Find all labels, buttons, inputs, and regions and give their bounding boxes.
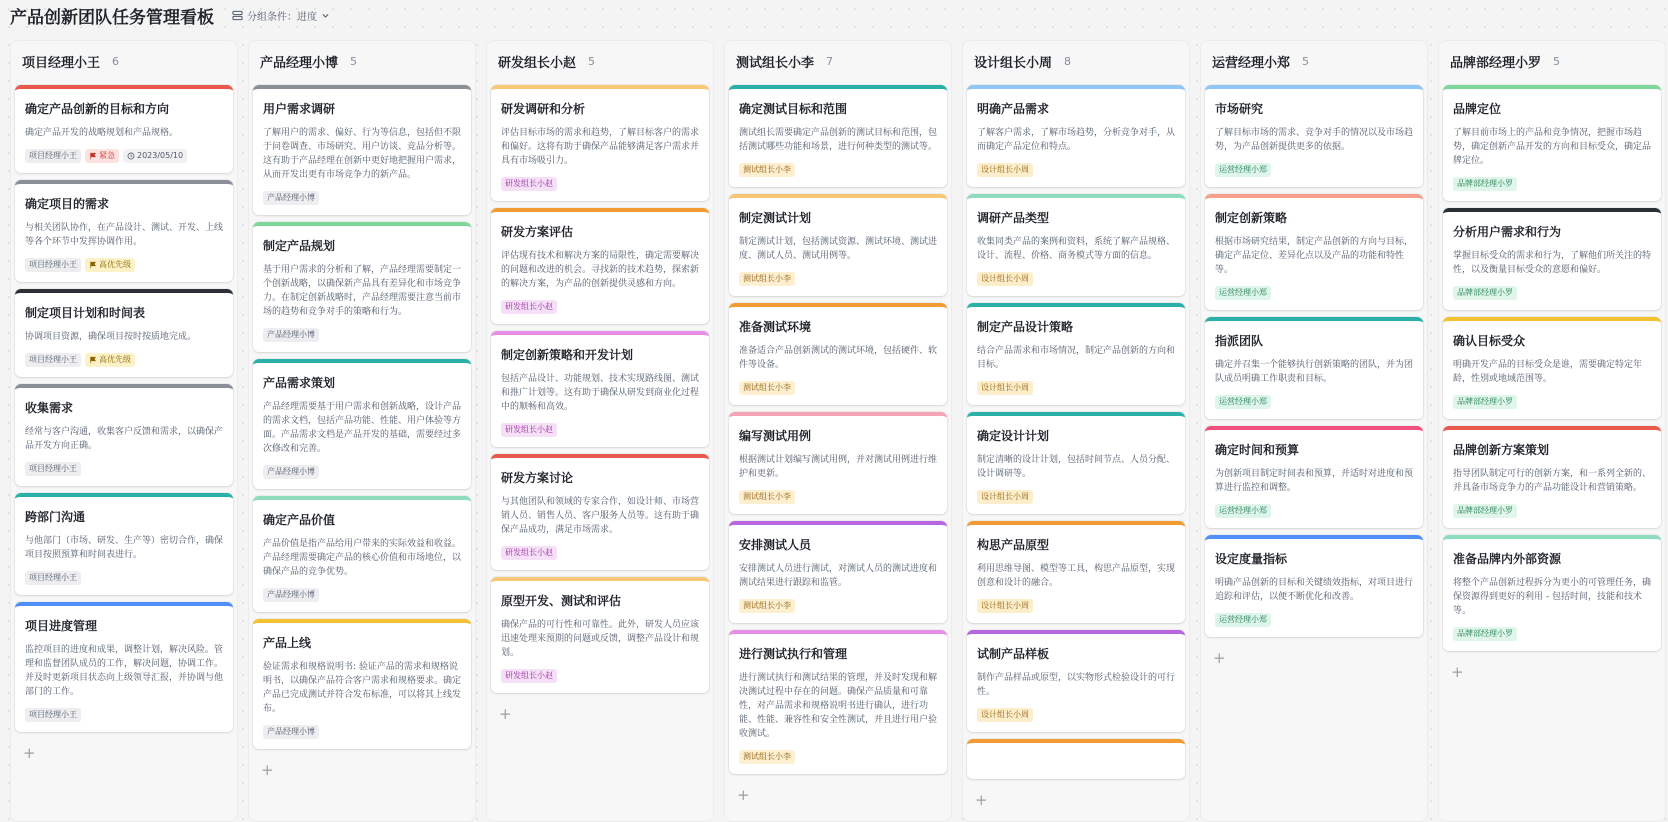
add-card-button[interactable]: +: [499, 705, 512, 723]
assignee-tag: [977, 599, 1033, 613]
column-name: 产品经理小博: [260, 55, 339, 71]
card-title: 研发方案评估: [501, 225, 574, 239]
card-title: 设定度量指标: [1215, 552, 1288, 566]
task-card[interactable]: [1443, 208, 1661, 310]
card-title: 制定产品规划: [263, 239, 336, 253]
board-column: [724, 40, 952, 822]
tag-label: 运营经理小郑: [1219, 288, 1267, 297]
card-tags: [263, 465, 461, 479]
card-title: 试制产品样板: [977, 647, 1050, 661]
tag-label: 品牌部经理小罗: [1457, 506, 1513, 515]
tag-label: 研发组长小赵: [505, 302, 553, 311]
task-card[interactable]: [15, 289, 233, 377]
card-description: 与其他团队和领域的专家合作，如设计师、市场营销人员、销售人员、客户服务人员等。这有助于确保产品成功，满足市场需求。: [501, 497, 700, 535]
column-name: 设计组长小周: [974, 55, 1053, 71]
card-tags: [1453, 286, 1651, 300]
card-description: 评估现有技术和解决方案的局限性，确定需要解决的问题和改进的机会。寻找新的技术趋势，探索新的解决方案，为产品的创新提供灵感和方向。: [501, 251, 700, 289]
card-tags: [1453, 627, 1651, 641]
card-tags: [25, 571, 223, 585]
card-description: 确定并召集一个能够执行创新策略的团队，并为团队成员明确工作职责和目标。: [1215, 360, 1414, 384]
task-card[interactable]: [253, 359, 471, 489]
card-list: [15, 81, 233, 767]
tag-label: 项目经理小王: [29, 710, 77, 719]
assignee-tag: [739, 272, 795, 286]
card-description: 包括产品设计、功能规划、技术实现路线图、测试和推广计划等。这有助于确保从研发到商业化过程中的顺畅和高效。: [501, 374, 700, 412]
priority-tag: [85, 353, 135, 367]
board-column: [248, 40, 476, 822]
card-list: [491, 81, 709, 728]
card-description: 安排测试人员进行测试，对测试人员的测试进度和测试结果进行跟踪和监管。: [739, 564, 938, 588]
card-title: 确认目标受众: [1453, 334, 1526, 348]
card-description: 根据市场研究结果，制定产品创新的方向与目标，确定产品定位、差异化点以及产品的功能和特性等。: [1215, 237, 1414, 275]
card-title: 制定产品设计策略: [977, 320, 1074, 334]
tag-label: 测试组长小李: [743, 492, 791, 501]
tag-label: 品牌部经理小罗: [1457, 288, 1513, 297]
card-tags: [977, 708, 1175, 722]
task-card[interactable]: [253, 619, 471, 749]
column-name: 品牌部经理小罗: [1450, 55, 1542, 71]
task-card[interactable]: [729, 303, 947, 405]
assignee-tag: [263, 465, 319, 479]
assignee-tag: [977, 490, 1033, 504]
card-tags: [1215, 504, 1413, 518]
assignee-tag: [501, 423, 557, 437]
card-description: 明确产品创新的目标和关键绩效指标，对项目进行追踪和评估，以便不断优化和改善。: [1215, 578, 1414, 602]
card-title: 确定测试目标和范围: [739, 102, 848, 116]
card-title: 用户需求调研: [263, 102, 336, 116]
task-card[interactable]: [491, 85, 709, 201]
card-title: 项目进度管理: [25, 619, 98, 633]
card-description: 了解目前市场上的产品和竞争情况，把握市场趋势，确定创新产品开发的方向和目标受众，确定品牌定位。: [1453, 128, 1652, 166]
card-tags: [1453, 177, 1651, 191]
tag-label: 设计组长小周: [981, 492, 1029, 501]
card-title: 编写测试用例: [739, 429, 812, 443]
card-title: 确定设计计划: [977, 429, 1050, 443]
assignee-tag: [501, 669, 557, 683]
task-card[interactable]: [729, 85, 947, 187]
card-description: 利用思维导图、模型等工具，构思产品原型，实现创意和设计的融合。: [977, 564, 1176, 588]
task-card[interactable]: [1443, 426, 1661, 528]
column-header[interactable]: [253, 41, 471, 81]
task-card[interactable]: [1205, 194, 1423, 310]
tag-label: 品牌部经理小罗: [1457, 397, 1513, 406]
card-title: 研发方案讨论: [501, 471, 574, 485]
tag-label: 高优先级: [99, 260, 131, 269]
assignee-tag: [739, 381, 795, 395]
tag-label: 项目经理小王: [29, 573, 77, 582]
card-tags: [263, 588, 461, 602]
assignee-tag: [501, 300, 557, 314]
card-description: 了解客户需求，了解市场趋势，分析竞争对手，从而确定产品定位和特点。: [977, 128, 1176, 152]
task-card[interactable]: [491, 577, 709, 693]
assignee-tag: [263, 725, 319, 739]
assignee-tag: [1453, 627, 1517, 641]
task-card[interactable]: [967, 521, 1185, 623]
card-title: 调研产品类型: [977, 211, 1050, 225]
card-list: [967, 81, 1185, 814]
card-description: 进行测试执行和测试结果的管理，并及时发现和解决测试过程中存在的问题。确保产品质量和可靠性，对产品需求和规格说明书进行确认，进行功能、性能、兼容性和安全性测试，并且进行用户验收测试。: [739, 673, 938, 739]
tag-label: 高优先级: [99, 355, 131, 364]
clock-icon: [127, 152, 135, 160]
card-tags: [263, 328, 461, 342]
assignee-tag: [739, 163, 795, 177]
tag-label: 产品经理小博: [267, 193, 315, 202]
assignee-tag: [1215, 163, 1271, 177]
card-title: 跨部门沟通: [25, 510, 86, 524]
card-tags: [25, 353, 223, 367]
assignee-tag: [1453, 395, 1517, 409]
column-count: 5: [1302, 54, 1310, 68]
card-tags: [977, 490, 1175, 504]
assignee-tag: [977, 163, 1033, 177]
tag-label: 设计组长小周: [981, 383, 1029, 392]
due-date-tag: [123, 149, 187, 163]
board-column: [962, 40, 1190, 822]
card-description: 协调项目资源，确保项目按时按质地完成。: [25, 332, 197, 342]
assignee-tag: [263, 588, 319, 602]
board-column: [10, 40, 238, 822]
tag-label: 产品经理小博: [267, 590, 315, 599]
header: [0, 0, 1668, 30]
card-tags: [977, 599, 1175, 613]
task-card[interactable]: [253, 222, 471, 352]
tag-label: 产品经理小博: [267, 330, 315, 339]
card-tags: [25, 258, 223, 272]
board-column: [1200, 40, 1428, 822]
tag-label: 运营经理小郑: [1219, 397, 1267, 406]
tag-label: 项目经理小王: [29, 151, 77, 160]
card-list: [1443, 81, 1661, 686]
card-title: 制定创新策略和开发计划: [501, 348, 634, 362]
assignee-tag: [739, 750, 795, 764]
kanban-board: [10, 40, 1666, 822]
task-card[interactable]: [729, 630, 947, 774]
card-title: 收集需求: [25, 401, 74, 415]
task-card[interactable]: [967, 412, 1185, 514]
card-description: 准备适合产品创新测试的测试环境，包括硬件、软件等设备。: [739, 346, 938, 370]
tag-label: 测试组长小李: [743, 165, 791, 174]
card-title: 市场研究: [1215, 102, 1264, 116]
card-tags: [739, 490, 937, 504]
task-card[interactable]: [491, 454, 709, 570]
card-title: 安排测试人员: [739, 538, 812, 552]
task-card[interactable]: [253, 85, 471, 215]
add-card-button[interactable]: +: [261, 761, 274, 779]
card-description: 将整个产品创新过程拆分为更小的可管理任务，确保资源得到更好的利用 - 包括时间，技能和技术等。: [1453, 578, 1652, 616]
priority-tag: [85, 149, 119, 163]
card-description: 确定产品开发的战略规划和产品规格。: [25, 128, 179, 138]
chevron-down-icon: [321, 11, 330, 20]
assignee-tag: [977, 272, 1033, 286]
card-list: [1205, 81, 1423, 672]
card-description: 与他部门（市场、研发、生产等）密切合作，确保项目按照预算和时间表进行。: [25, 536, 224, 560]
assignee-tag: [977, 708, 1033, 722]
card-description: 了解目标市场的需求、竞争对手的情况以及市场趋势，为产品创新提供更多的依据。: [1215, 128, 1414, 152]
card-tags: [739, 381, 937, 395]
card-tags: [739, 272, 937, 286]
tag-label: 项目经理小王: [29, 260, 77, 269]
assignee-tag: [739, 490, 795, 504]
task-card[interactable]: [967, 194, 1185, 296]
tag-label: 研发组长小赵: [505, 671, 553, 680]
card-tags: [739, 599, 937, 613]
column-count: 5: [1553, 54, 1561, 68]
card-description: 掌握目标受众的需求和行为，了解他们所关注的特性，以及衡量目标受众的意愿和偏好。: [1453, 251, 1652, 275]
assignee-tag: [739, 599, 795, 613]
priority-tag: [85, 258, 135, 272]
task-card[interactable]: [253, 496, 471, 612]
card-list: [253, 81, 471, 784]
card-tags: [501, 669, 699, 683]
add-card-button[interactable]: +: [975, 791, 988, 809]
column-header[interactable]: [1205, 41, 1423, 81]
assignee-tag: [25, 571, 81, 585]
assignee-tag: [25, 708, 81, 722]
card-title: 确定项目的需求: [25, 197, 110, 211]
column-header[interactable]: [1443, 41, 1661, 81]
column-header[interactable]: [15, 41, 233, 81]
card-description: 指导团队制定可行的创新方案，和一系列全新的、并具备市场竞争力的产品功能设计和营销策略。: [1453, 469, 1652, 493]
column-name: 运营经理小郑: [1212, 55, 1291, 71]
group-icon: [232, 10, 243, 21]
card-title: 明确产品需求: [977, 102, 1050, 116]
tag-label: 测试组长小李: [743, 274, 791, 283]
column-name: 项目经理小王: [22, 55, 101, 71]
card-description: 制作产品样品或原型，以实物形式检验设计的可行性。: [977, 673, 1176, 697]
card-description: 产品价值是指产品给用户带来的实际效益和收益。产品经理需要确定产品的核心价值和市场地位，以确保产品的竞争优势。: [263, 539, 462, 577]
task-card[interactable]: [15, 180, 233, 282]
tag-label: 运营经理小郑: [1219, 165, 1267, 174]
column-name: 研发组长小赵: [498, 55, 577, 71]
task-card[interactable]: [15, 384, 233, 486]
tag-label: 产品经理小博: [267, 467, 315, 476]
card-description: 制定清晰的设计计划，包括时间节点、人员分配、设计调研等。: [977, 455, 1176, 479]
card-tags: [1453, 504, 1651, 518]
card-description: 收集同类产品的案例和资料，系统了解产品规格、设计、流程、价格、商务模式等方面的信息。: [977, 237, 1176, 261]
assignee-tag: [263, 191, 319, 205]
card-title: 品牌创新方案策划: [1453, 443, 1550, 457]
card-title: 品牌定位: [1453, 102, 1502, 116]
assignee-tag: [1215, 395, 1271, 409]
task-card[interactable]: [1443, 535, 1661, 651]
card-tags: [1453, 395, 1651, 409]
add-card-button[interactable]: +: [1451, 663, 1464, 681]
card-description: 明确开发产品的目标受众是谁，需要确定特定年龄，性别或地域范围等。: [1453, 360, 1643, 384]
card-title: 产品需求策划: [263, 376, 336, 390]
assignee-tag: [263, 328, 319, 342]
card-tags: [977, 272, 1175, 286]
card-description: 根据测试计划编写测试用例，并对测试用例进行维护和更新。: [739, 455, 938, 479]
card-description: 评估目标市场的需求和趋势，了解目标客户的需求和偏好。这将有助于确保产品能够满足客户需求并具有市场吸引力。: [501, 128, 700, 166]
card-description: 基于用户需求的分析和了解，产品经理需要制定一个创新战略，以确保新产品具有差异化和市场竞争力。在制定创新战略时，产品经理需要注意当前市场的趋势和竞争对手的策略和行为。: [263, 265, 462, 317]
task-card[interactable]: [1443, 85, 1661, 201]
task-card[interactable]: [967, 630, 1185, 732]
card-title: 准备品牌内外部资源: [1453, 552, 1562, 566]
task-card[interactable]: [1205, 535, 1423, 637]
assignee-tag: [25, 462, 81, 476]
card-description: 经常与客户沟通，收集客户反馈和需求，以确保产品开发方向正确。: [25, 427, 224, 451]
task-card[interactable]: [967, 85, 1185, 187]
assignee-tag: [25, 149, 81, 163]
tag-label: 设计组长小周: [981, 710, 1029, 719]
assignee-tag: [25, 258, 81, 272]
tag-label: 测试组长小李: [743, 752, 791, 761]
task-card[interactable]: [729, 412, 947, 514]
column-header[interactable]: [491, 41, 709, 81]
add-card-button[interactable]: +: [737, 786, 750, 804]
card-title: 原型开发、测试和评估: [501, 594, 622, 608]
card-description: 确保产品的可行性和可靠性。此外，研发人员应该迅速处理来预期的问题或反馈，调整产品设计和规划。: [501, 620, 700, 658]
column-count: 5: [588, 54, 596, 68]
card-description: 与相关团队协作，在产品设计、测试、开发、上线等各个环节中发挥协调作用。: [25, 223, 224, 247]
card-title: 进行测试执行和管理: [739, 647, 848, 661]
tag-label: 研发组长小赵: [505, 425, 553, 434]
card-tags: [739, 750, 937, 764]
assignee-tag: [501, 546, 557, 560]
tag-label: 测试组长小李: [743, 601, 791, 610]
assignee-tag: [1453, 177, 1517, 191]
card-title: 产品上线: [263, 636, 312, 650]
card-title: 制定创新策略: [1215, 211, 1288, 225]
card-title: 制定项目计划和时间表: [25, 306, 146, 320]
column-count: 5: [350, 54, 358, 68]
card-description: 了解用户的需求、偏好、行为等信息，包括但不限于问卷调查、市场研究、用户访谈、竞品分析等。这有助于产品经理在创新中更好地把握用户需求，从而开发出更有市场竞争力的新产品。: [263, 128, 462, 180]
tag-label: 2023/05/10: [137, 151, 184, 160]
assignee-tag: [1215, 286, 1271, 300]
tag-label: 研发组长小赵: [505, 548, 553, 557]
column-count: 8: [1064, 54, 1072, 68]
tag-label: 设计组长小周: [981, 601, 1029, 610]
card-title: 构思产品原型: [977, 538, 1050, 552]
add-card-button[interactable]: +: [23, 744, 36, 762]
card-tags: [25, 708, 223, 722]
tag-label: 品牌部经理小罗: [1457, 629, 1513, 638]
tag-label: 紧急: [99, 151, 115, 160]
flag-icon: [89, 261, 97, 269]
tag-label: 测试组长小李: [743, 383, 791, 392]
column-header[interactable]: [967, 41, 1185, 81]
card-title: 确定产品创新的目标和方向: [25, 102, 170, 116]
card-tags: [501, 546, 699, 560]
add-card-button[interactable]: +: [1213, 649, 1226, 667]
card-tags: [263, 191, 461, 205]
assignee-tag: [1453, 286, 1517, 300]
card-tags: [1215, 286, 1413, 300]
card-list: [729, 81, 947, 809]
board-column: [486, 40, 714, 822]
column-count: 6: [112, 54, 120, 68]
tag-label: 设计组长小周: [981, 274, 1029, 283]
flag-icon: [89, 152, 97, 160]
card-title: 指派团队: [1215, 334, 1264, 348]
tag-label: 运营经理小郑: [1219, 615, 1267, 624]
assignee-tag: [1215, 613, 1271, 627]
task-card[interactable]: [729, 194, 947, 296]
card-description: 结合产品需求和市场情况，制定产品创新的方向和目标。: [977, 346, 1176, 370]
card-tags: [263, 725, 461, 739]
card-description: 制定测试计划，包括测试资源、测试环境、测试进度、测试人员、测试用例等。: [739, 237, 938, 261]
card-title: 制定测试计划: [739, 211, 812, 225]
assignee-tag: [1453, 504, 1517, 518]
page-title: 产品创新团队任务管理看板: [10, 7, 214, 28]
task-card[interactable]: [1205, 426, 1423, 528]
tag-label: 研发组长小赵: [505, 179, 553, 188]
card-title: 研发调研和分析: [501, 102, 586, 116]
assignee-tag: [501, 177, 557, 191]
flag-icon: [89, 356, 97, 364]
card-tags: [501, 177, 699, 191]
tag-label: 品牌部经理小罗: [1457, 179, 1513, 188]
tag-label: 项目经理小王: [29, 464, 77, 473]
group-by-label: 分组条件：进度: [247, 11, 317, 23]
tag-label: 产品经理小博: [267, 727, 315, 736]
assignee-tag: [977, 381, 1033, 395]
assignee-tag: [1215, 504, 1271, 518]
task-card[interactable]: [1205, 85, 1423, 187]
card-tags: [739, 163, 937, 177]
board-column: [1438, 40, 1666, 822]
card-description: 监控项目的进度和成果，调整计划，解决风险。管理和监督团队成员的工作，解决问题，协调工作。并及时更新项目状态向上级领导汇报，并协调与他部门的工作。: [25, 645, 224, 697]
task-card[interactable]: [729, 521, 947, 623]
card-tags: [977, 381, 1175, 395]
card-title: 分析用户需求和行为: [1453, 225, 1562, 239]
column-count: 7: [826, 54, 834, 68]
task-card[interactable]: [15, 602, 233, 732]
card-tags: [1215, 395, 1413, 409]
card-description: 验证需求和规格说明书: 验证产品的需求和规格说明书，以确保产品符合客户需求和规格要求。确定产品已完成测试并符合发布标准，可以将其上线发布。: [263, 662, 462, 714]
task-card[interactable]: [1205, 317, 1423, 419]
task-card[interactable]: [491, 208, 709, 324]
task-card[interactable]: [15, 493, 233, 595]
task-card[interactable]: [967, 303, 1185, 405]
tag-label: 项目经理小王: [29, 355, 77, 364]
task-card[interactable]: [967, 739, 1185, 779]
card-title: 确定时间和预算: [1215, 443, 1300, 457]
card-tags: [977, 163, 1175, 177]
tag-label: 设计组长小周: [981, 165, 1029, 174]
card-tags: [25, 149, 223, 163]
card-tags: [25, 462, 223, 476]
task-card[interactable]: [15, 85, 233, 173]
column-header[interactable]: [729, 41, 947, 81]
task-card[interactable]: [1443, 317, 1661, 419]
tag-label: 运营经理小郑: [1219, 506, 1267, 515]
column-name: 测试组长小李: [736, 55, 815, 71]
card-description: 产品经理需要基于用户需求和创新战略，设计产品的需求文档，包括产品功能、性能、用户体验等方面。产品需求文档是产品开发的基础，需要经过多次修改和完善。: [263, 402, 462, 454]
card-tags: [1215, 613, 1413, 627]
card-description: 为创新项目制定时间表和预算，并适时对进度和预算进行监控和调整。: [1215, 469, 1414, 493]
group-by-button[interactable]: [226, 4, 336, 26]
task-card[interactable]: [491, 331, 709, 447]
card-tags: [501, 423, 699, 437]
card-title: 准备测试环境: [739, 320, 812, 334]
assignee-tag: [25, 353, 81, 367]
card-tags: [1215, 163, 1413, 177]
card-title: 确定产品价值: [263, 513, 336, 527]
card-tags: [501, 300, 699, 314]
card-description: 测试组长需要确定产品创新的测试目标和范围，包括测试哪些功能和场景，进行何种类型的测试等。: [739, 128, 938, 152]
